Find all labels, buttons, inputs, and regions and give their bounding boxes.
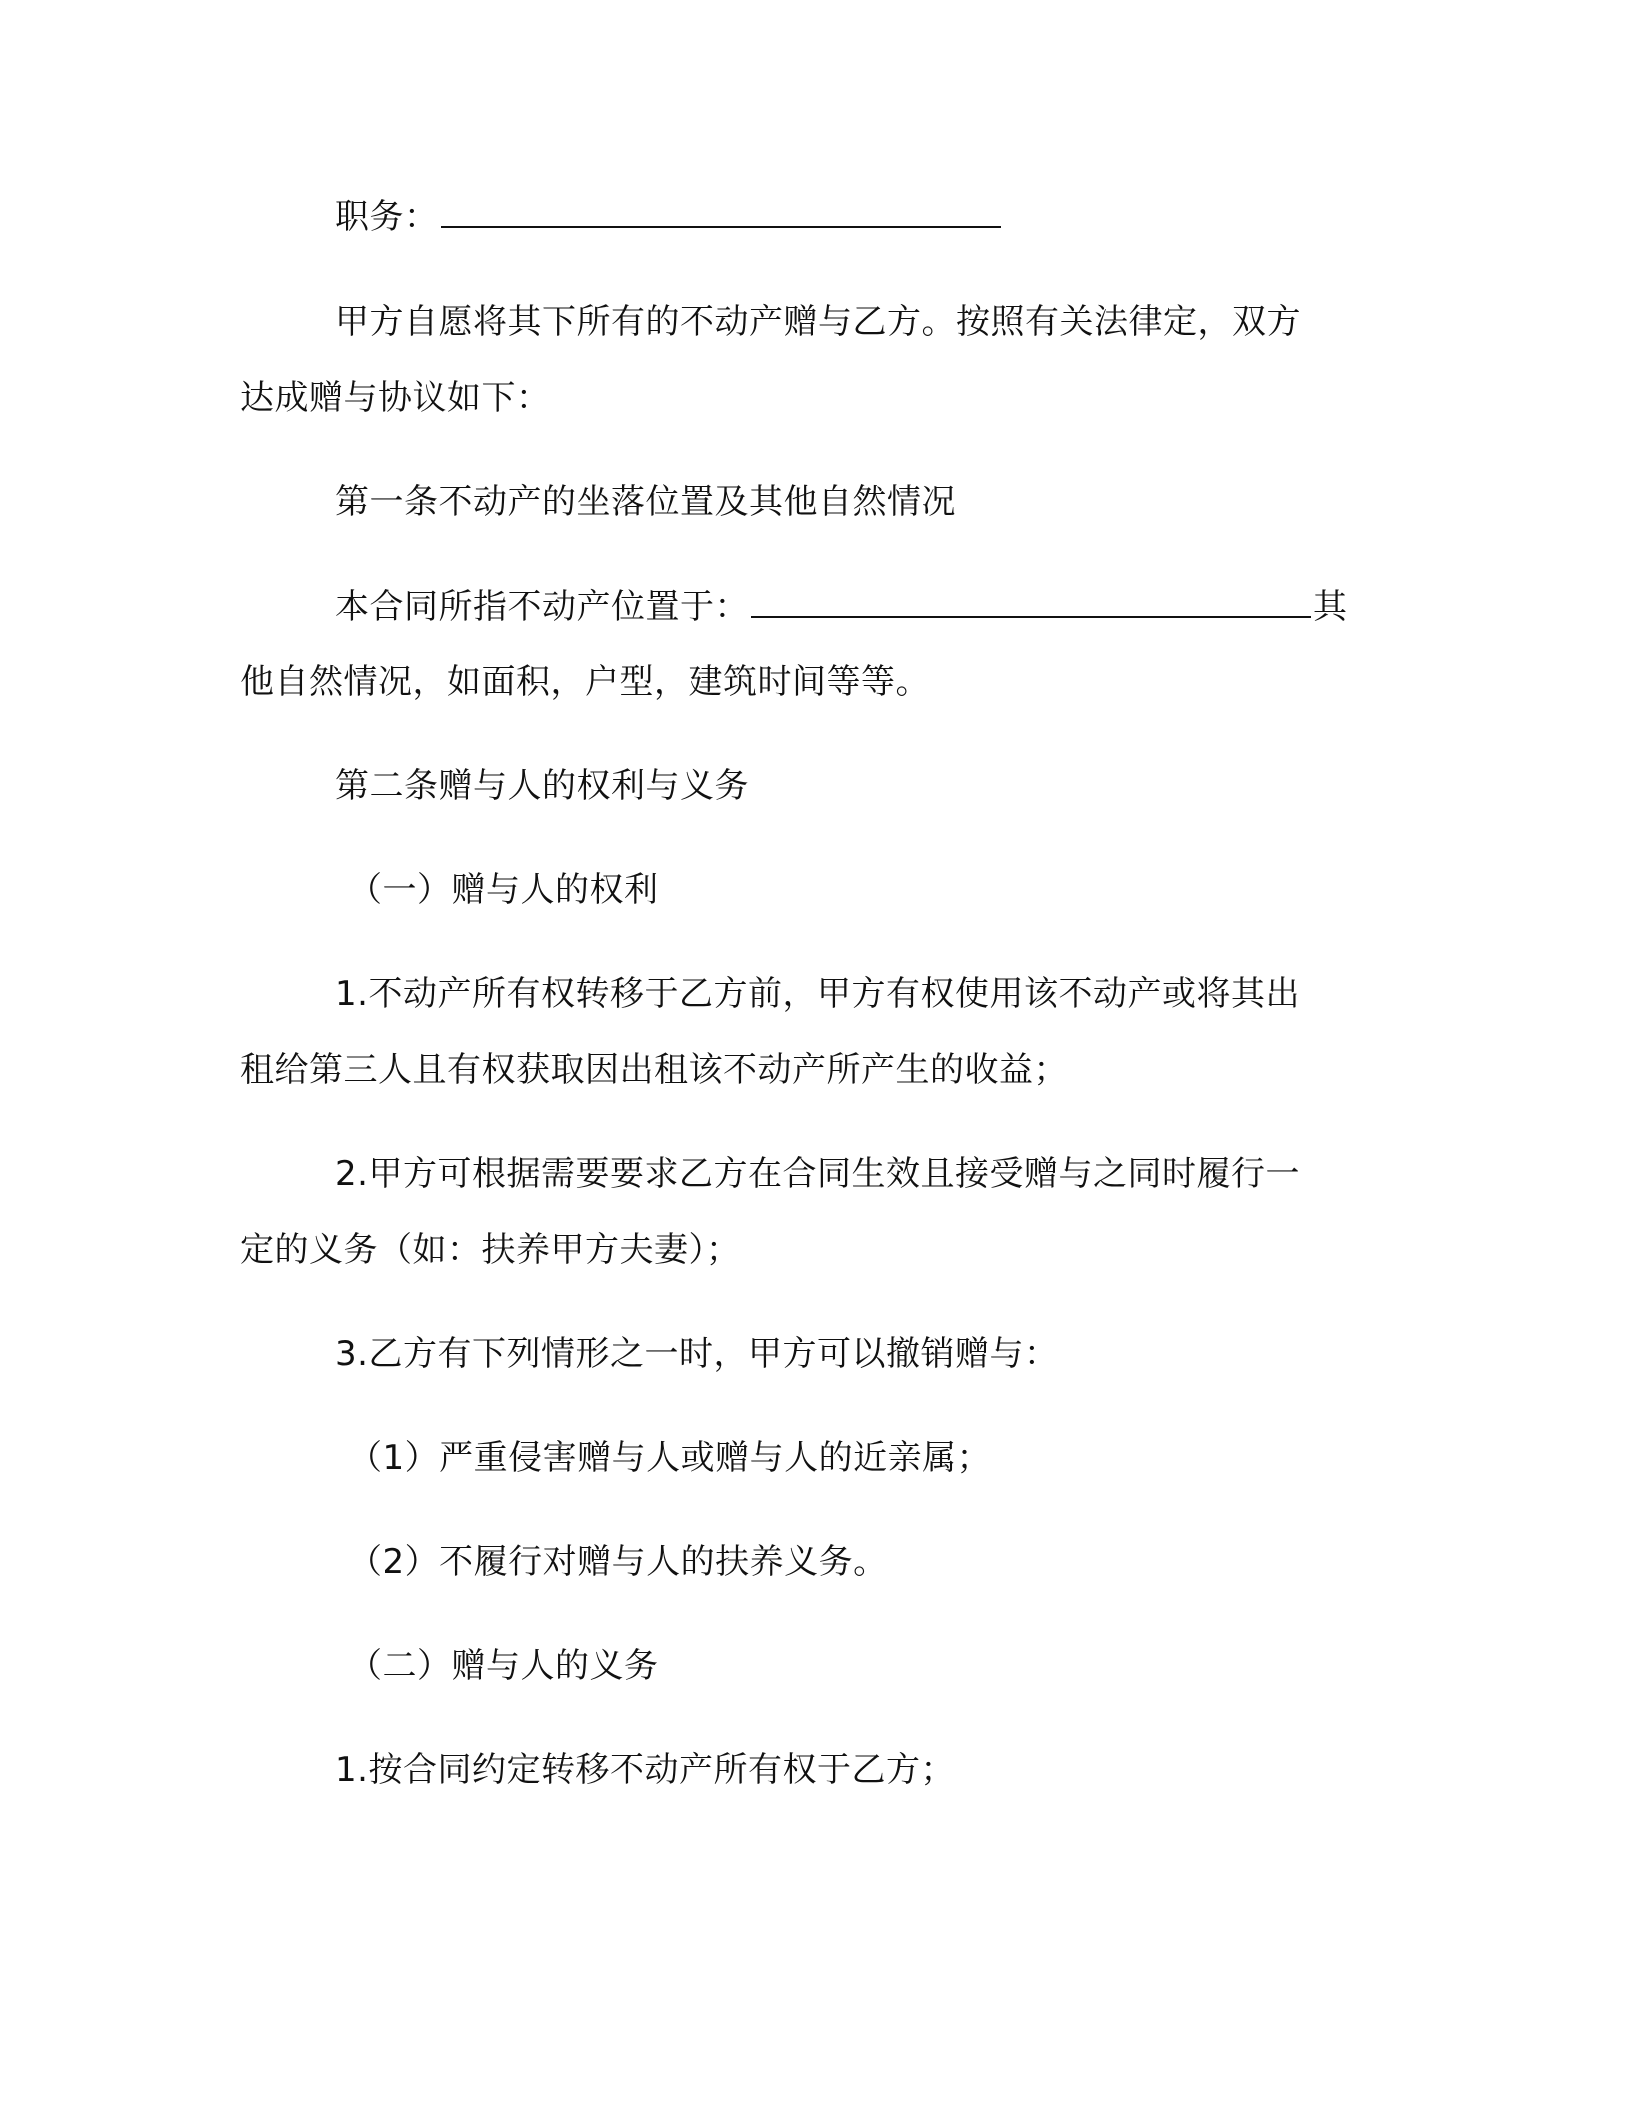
right-1-line-2: 租给第三人且有权获取因出租该不动产所产生的收益； (240, 1050, 1068, 1090)
intro-paragraph-line-1: 甲方自愿将其下所有的不动产赠与乙方。按照有关法律定，双方 (335, 302, 1301, 342)
right-3-item-1: （1）严重侵害赠与人或赠与人的近亲属； (348, 1438, 992, 1478)
right-2-line-1: 2.甲方可根据需要要求乙方在合同生效且接受赠与之同时履行一 (335, 1154, 1300, 1194)
location-line-2: 他自然情况，如面积，户型，建筑时间等等。 (240, 662, 930, 702)
article-2-title: 第二条赠与人的权利与义务 (335, 766, 749, 806)
location-line-tail: 其 (1313, 587, 1348, 627)
article-1-title: 第一条不动产的坐落位置及其他自然情况 (335, 482, 956, 522)
right-1-line-1: 1.不动产所有权转移于乙方前，甲方有权使用该不动产或将其出 (335, 974, 1300, 1014)
location-blank (751, 586, 1311, 618)
location-line (240, 586, 1380, 627)
position-line (240, 196, 1380, 237)
location-label: 本合同所指不动产位置于： (335, 587, 749, 627)
position-blank (441, 196, 1001, 228)
position-label: 职务： (335, 197, 439, 237)
right-3-item-2: （2）不履行对赠与人的扶养义务。 (348, 1542, 888, 1582)
duty-1: 1.按合同约定转移不动产所有权于乙方； (335, 1750, 955, 1790)
right-3-line-1: 3.乙方有下列情形之一时，甲方可以撤销赠与： (335, 1334, 1059, 1374)
section-2-title: （二）赠与人的义务 (348, 1646, 659, 1686)
right-2-line-2: 定的义务（如：扶养甲方夫妻）； (240, 1230, 741, 1270)
intro-paragraph-line-2: 达成赠与协议如下： (240, 378, 551, 418)
section-1-title: （一）赠与人的权利 (348, 870, 659, 910)
